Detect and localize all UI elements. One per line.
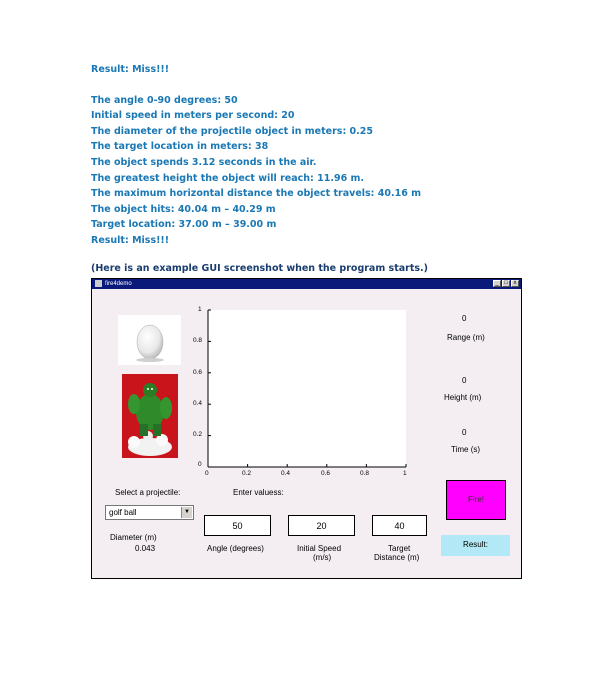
doc-line: The angle 0-90 degrees: 50: [91, 94, 238, 106]
range-label: Range (m): [447, 333, 485, 342]
chevron-down-icon[interactable]: ▼: [181, 507, 192, 518]
doc-line: The diameter of the projectile object in meters: 0.25: [91, 125, 373, 137]
select-projectile-label: Select a projectile:: [115, 488, 181, 497]
fire-button[interactable]: Fire!: [446, 480, 506, 520]
y-tick-label: 0.6: [193, 369, 203, 376]
y-tick-label: 0.2: [193, 431, 203, 438]
target-label: Target: [388, 544, 411, 553]
result-display: Result:: [441, 535, 510, 556]
maximize-button[interactable]: □: [502, 280, 510, 287]
x-tick-label: 1: [403, 470, 407, 477]
doc-line: The object spends 3.12 seconds in the air.: [91, 156, 317, 168]
doc-line: The target location in meters: 38: [91, 141, 269, 153]
initial-speed-input[interactable]: [288, 515, 355, 536]
y-tick-label: 1: [198, 306, 202, 313]
angle-input[interactable]: [204, 515, 271, 536]
doc-line: The object hits: 40.04 m – 40.29 m: [91, 203, 276, 215]
target-distance-input[interactable]: [372, 515, 427, 536]
height-value: 0: [462, 376, 467, 385]
speed-units-label: (m/s): [313, 553, 332, 562]
doc-line: Target location: 37.00 m – 39.00 m: [91, 219, 277, 231]
x-tick-label: 0.8: [360, 470, 370, 477]
range-value: 0: [462, 314, 467, 323]
screenshot-caption: (Here is an example GUI screenshot when the program starts.): [91, 263, 428, 274]
document-text: [91, 62, 571, 249]
gui-window: [91, 278, 522, 579]
y-tick-label: 0.8: [193, 337, 203, 344]
diameter-label: Diameter (m): [110, 533, 157, 542]
time-label: Time (s): [451, 445, 481, 454]
y-tick-label: 0: [198, 461, 202, 468]
projectile-select-value: golf ball: [109, 508, 137, 517]
result-line-top: Result: Miss!!!: [91, 64, 170, 75]
doc-line: Result: Miss!!!: [91, 234, 170, 246]
projectile-select[interactable]: [105, 505, 194, 520]
time-value: 0: [462, 428, 467, 437]
doc-line: Initial speed in meters per second: 20: [91, 110, 295, 122]
height-label: Height (m): [444, 393, 482, 402]
enter-values-label: Enter valuess:: [233, 488, 284, 497]
x-tick-label: 0.4: [281, 470, 291, 477]
diameter-value: 0.043: [135, 544, 156, 553]
target-distance-label: Distance (m): [374, 553, 420, 562]
x-tick-label: 0.6: [321, 470, 331, 477]
x-tick-label: 0: [205, 470, 209, 477]
x-tick-label: 0.2: [242, 470, 252, 477]
doc-line: The greatest height the object will reach: 11.96 m.: [91, 172, 365, 184]
minimize-button[interactable]: _: [493, 280, 501, 287]
doc-line: The maximum horizontal distance the object travels: 40.16 m: [91, 188, 422, 200]
y-tick-label: 0.4: [193, 400, 203, 407]
angle-label: Angle (degrees): [207, 544, 264, 553]
speed-label: Initial Speed: [297, 544, 342, 553]
close-button[interactable]: x: [511, 280, 519, 287]
window-title: fire4demo: [105, 281, 132, 287]
